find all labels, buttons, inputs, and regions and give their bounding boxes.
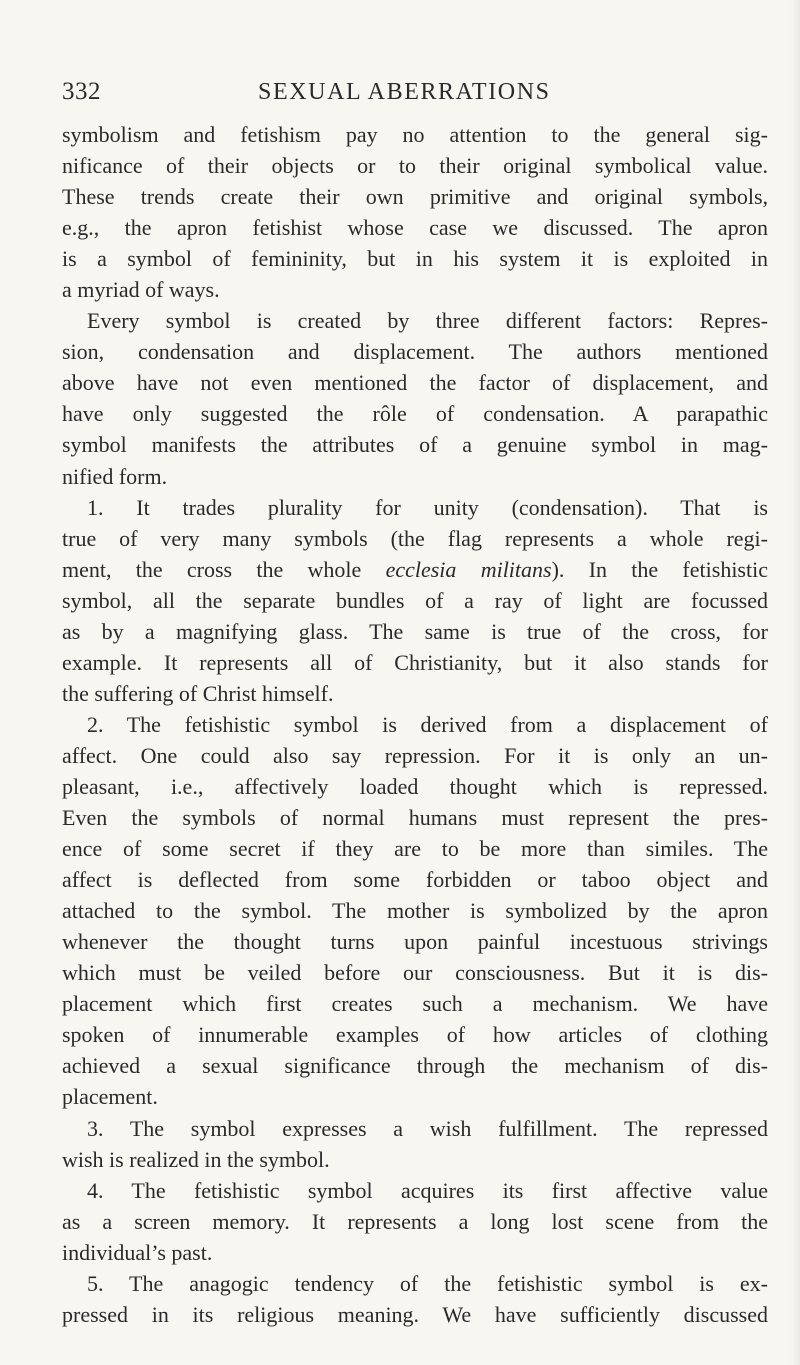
text-line-segment: Even the symbols of normal humans must represent the pres- [62,805,768,831]
text-line-segment: 1. It trades plurality for unity (condensation). That is [87,494,768,520]
text-line [62,150,768,181]
text-line [62,212,768,243]
text-line-segment: the suffering of Christ himself. [62,680,334,706]
text-line-segment: symbol, all the separate bundles of a ray of light are focussed [62,587,768,613]
text-line [62,647,768,678]
text-line-segment: ence of some secret if they are to be more than similes. The [62,836,768,862]
text-line [62,709,768,740]
text-line-segment: 3. The symbol expresses a wish fulfillment. The repressed [87,1115,768,1141]
italic-phrase: ecclesia militans [385,556,552,582]
text-line [62,1019,768,1050]
text-line-segment: 2. The fetishistic symbol is derived from a displacement of [87,711,768,737]
text-line [62,864,768,895]
text-line [62,1144,768,1175]
text-line-segment: as by a magnifying glass. The same is true of the cross, for [62,618,768,644]
text-line-segment: example. It represents all of Christianity, but it also stands for [62,649,768,675]
running-head: SEXUAL ABERRATIONS [258,79,551,105]
body-text [62,119,768,1330]
text-line [62,181,768,212]
text-line-segment: sion, condensation and displacement. The authors mentioned [62,339,768,365]
text-line-segment: e.g., the apron fetishist whose case we discussed. The apron [62,215,768,241]
page-edge [790,0,800,1365]
text-line-segment: individual’s past. [62,1239,213,1265]
page-number: 332 [62,78,101,105]
text-line-segment: nificance of their objects or to their original symbolical value. [62,153,768,179]
text-line [62,957,768,988]
text-line-segment: above have not even mentioned the factor of displacement, and [62,370,768,396]
text-line-segment: as a screen memory. It represents a long lost scene from the [62,1208,768,1234]
text-line-segment: which must be veiled before our consciousness. But it is dis- [62,960,768,986]
text-line [62,398,768,429]
text-line [62,895,768,926]
text-line [62,1206,768,1237]
text-line [62,585,768,616]
text-line-segment: placement. [62,1084,158,1110]
text-line [62,367,768,398]
text-line [62,1175,768,1206]
text-line [62,523,768,554]
text-line [62,616,768,647]
text-line [62,119,768,150]
text-line-segment: wish is realized in the symbol. [62,1146,330,1172]
text-line-segment: nified form. [62,463,168,489]
text-line-segment: symbol manifests the attributes of a genuine symbol in mag- [62,432,768,458]
text-line-segment: a myriad of ways. [62,277,220,303]
text-line [62,678,768,709]
text-line [62,305,768,336]
text-line-segment: affect. One could also say repression. For it is only an un- [62,742,768,768]
text-line [62,1081,768,1112]
text-line [62,988,768,1019]
text-line [62,802,768,833]
text-line-segment: spoken of innumerable examples of how articles of clothing [62,1022,768,1048]
text-line-segment: true of very many symbols (the flag represents a whole regi- [62,525,768,551]
text-line-segment: is a symbol of femininity, but in his system it is exploited in [62,246,768,272]
text-line [62,336,768,367]
text-line-segment: affect is deflected from some forbidden or taboo object and [62,867,768,893]
text-line [62,274,768,305]
text-line [62,1268,768,1299]
text-line [62,429,768,460]
text-line-segment: attached to the symbol. The mother is symbolized by the apron [62,898,768,924]
text-line-segment: whenever the thought turns upon painful incestuous strivings [62,929,768,955]
text-line [62,833,768,864]
text-line [62,554,768,585]
text-line [62,771,768,802]
text-line-segment: 5. The anagogic tendency of the fetishistic symbol is ex- [87,1270,768,1296]
text-line-segment: have only suggested the rôle of condensation. A parapathic [62,401,768,427]
text-line [62,1050,768,1081]
text-line-segment: These trends create their own primitive and original symbols, [62,184,768,210]
text-line [62,1299,768,1330]
text-line-segment: 4. The fetishistic symbol acquires its first affective value [87,1177,768,1203]
text-line-segment: ). In the fetishistic [551,556,768,582]
text-line-segment: achieved a sexual significance through the mechanism of dis- [62,1053,768,1079]
text-line [62,740,768,771]
page-header [62,76,762,108]
text-line [62,243,768,274]
text-line-segment: placement which first creates such a mechanism. We have [62,991,768,1017]
text-line-segment: Every symbol is created by three different factors: Repres- [87,308,768,334]
text-line-segment: pleasant, i.e., affectively loaded thought which is repressed. [62,773,768,799]
text-line [62,1113,768,1144]
text-line [62,492,768,523]
text-line-segment: ment, the cross the whole [62,556,386,582]
text-line [62,461,768,492]
text-line-segment: pressed in its religious meaning. We have sufficiently discussed [62,1301,768,1327]
text-line [62,1237,768,1268]
text-line [62,926,768,957]
text-line-segment: symbolism and fetishism pay no attention to the general sig- [62,122,768,147]
